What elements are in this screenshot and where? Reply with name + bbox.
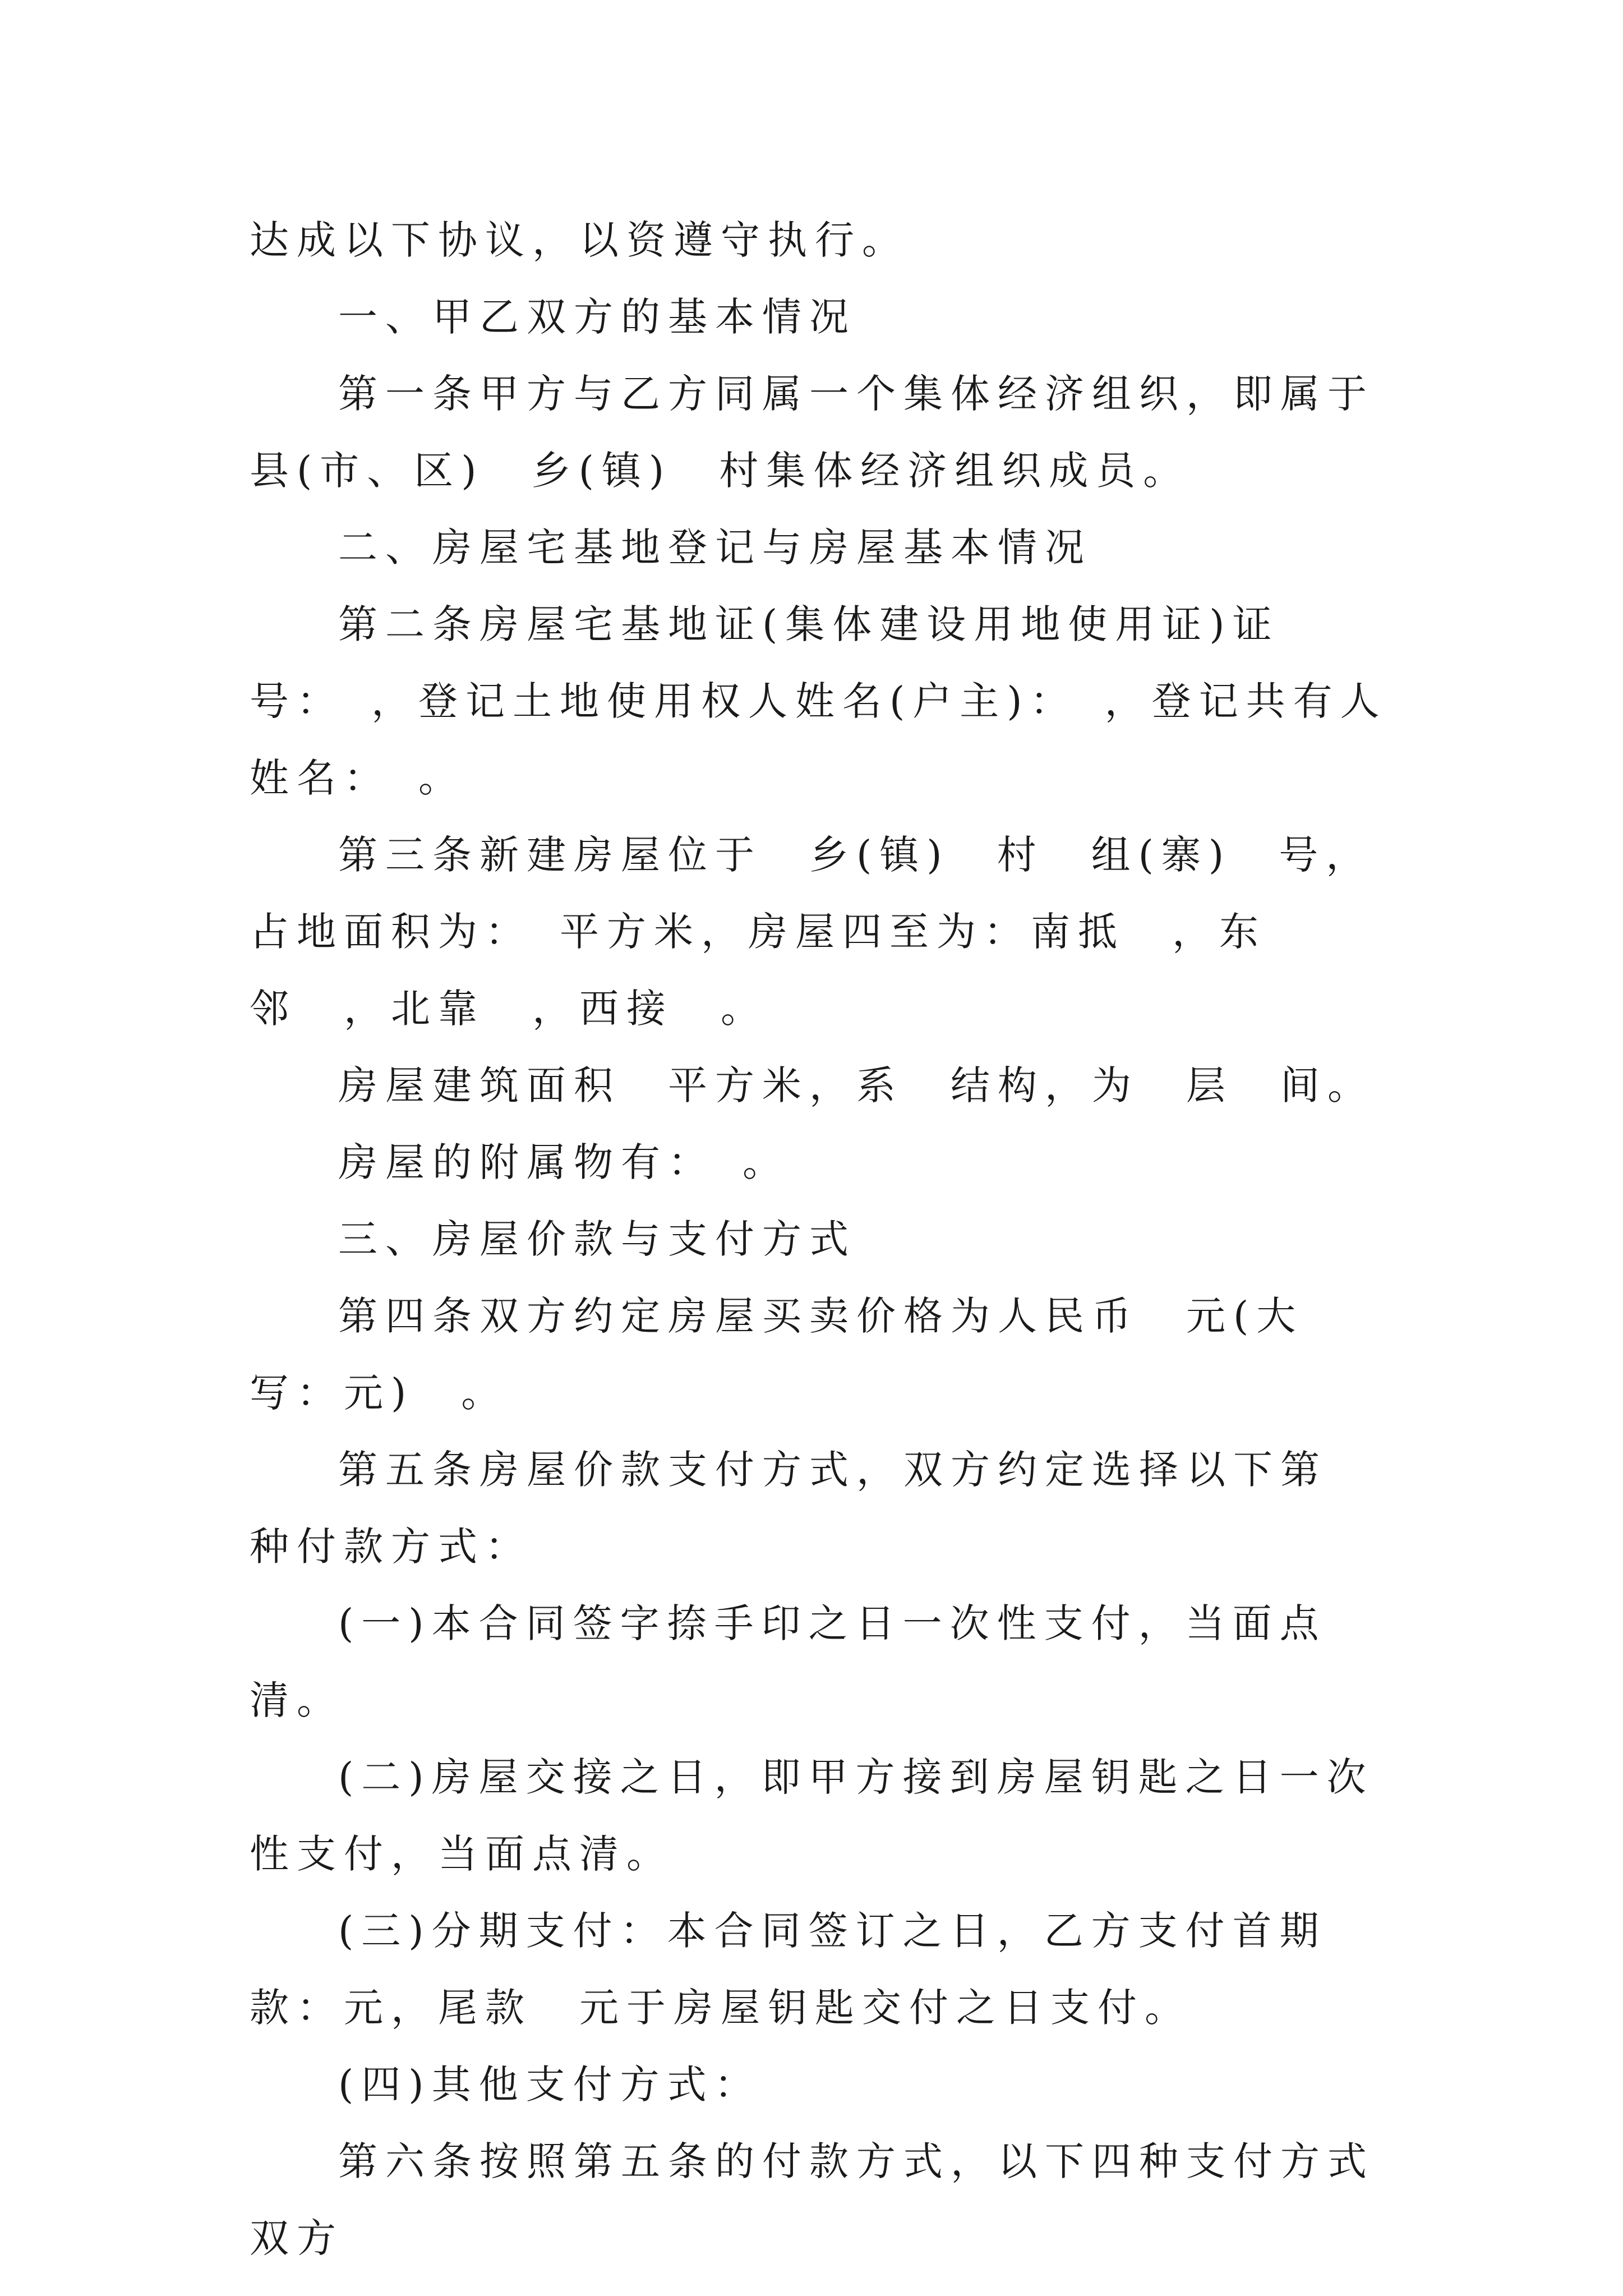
- paragraph: 房屋的附属物有： 。: [338, 1139, 790, 1185]
- list-item: (三)分期支付：本合同签订之日，乙方支付首期款：元，尾款 元于房屋钥匙交付之日支付。: [250, 1908, 1327, 2031]
- document-body: [250, 202, 1422, 2277]
- section-heading: 二、房屋宅基地登记与房屋基本情况: [338, 524, 1092, 570]
- article-paragraph: 第五条房屋价款支付方式，双方约定选择以下第 种付款方式：: [250, 1447, 1375, 1570]
- list-item: (一)本合同签字捺手印之日一次性支付，当面点清。: [250, 1600, 1327, 1723]
- list-item: (二)房屋交接之日，即甲方接到房屋钥匙之日一次性支付，当面点清。: [250, 1754, 1374, 1877]
- section-heading: 一、甲乙双方的基本情况: [338, 294, 856, 340]
- list-item: (四)其他支付方式：: [338, 2062, 762, 2108]
- article-paragraph: 第一条甲方与乙方同属一个集体经济组织，即属于 县(市、区) 乡(镇) 村集体经济组织成员。: [250, 371, 1422, 494]
- paragraph: 达成以下协议，以资遵守执行。: [250, 217, 909, 263]
- article-paragraph: 第三条新建房屋位于 乡(镇) 村 组(寨) 号，占地面积为： 平方米，房屋四至为：南抵 ，东邻 ，北靠 ，西接 。: [250, 832, 1373, 1032]
- section-heading: 三、房屋价款与支付方式: [338, 1216, 856, 1262]
- article-paragraph: 第四条双方约定房屋买卖价格为人民币 元(大写：元) 。: [250, 1293, 1304, 1416]
- article-paragraph: 第六条按照第五条的付款方式，以下四种支付方式双方: [250, 2138, 1375, 2261]
- article-paragraph: 第二条房屋宅基地证(集体建设用地使用证)证号： ，登记土地使用权人姓名(户主)： ，登记共有人姓名： 。: [250, 601, 1387, 801]
- paragraph: 房屋建筑面积 平方米，系 结构，为 层 间。: [338, 1062, 1375, 1108]
